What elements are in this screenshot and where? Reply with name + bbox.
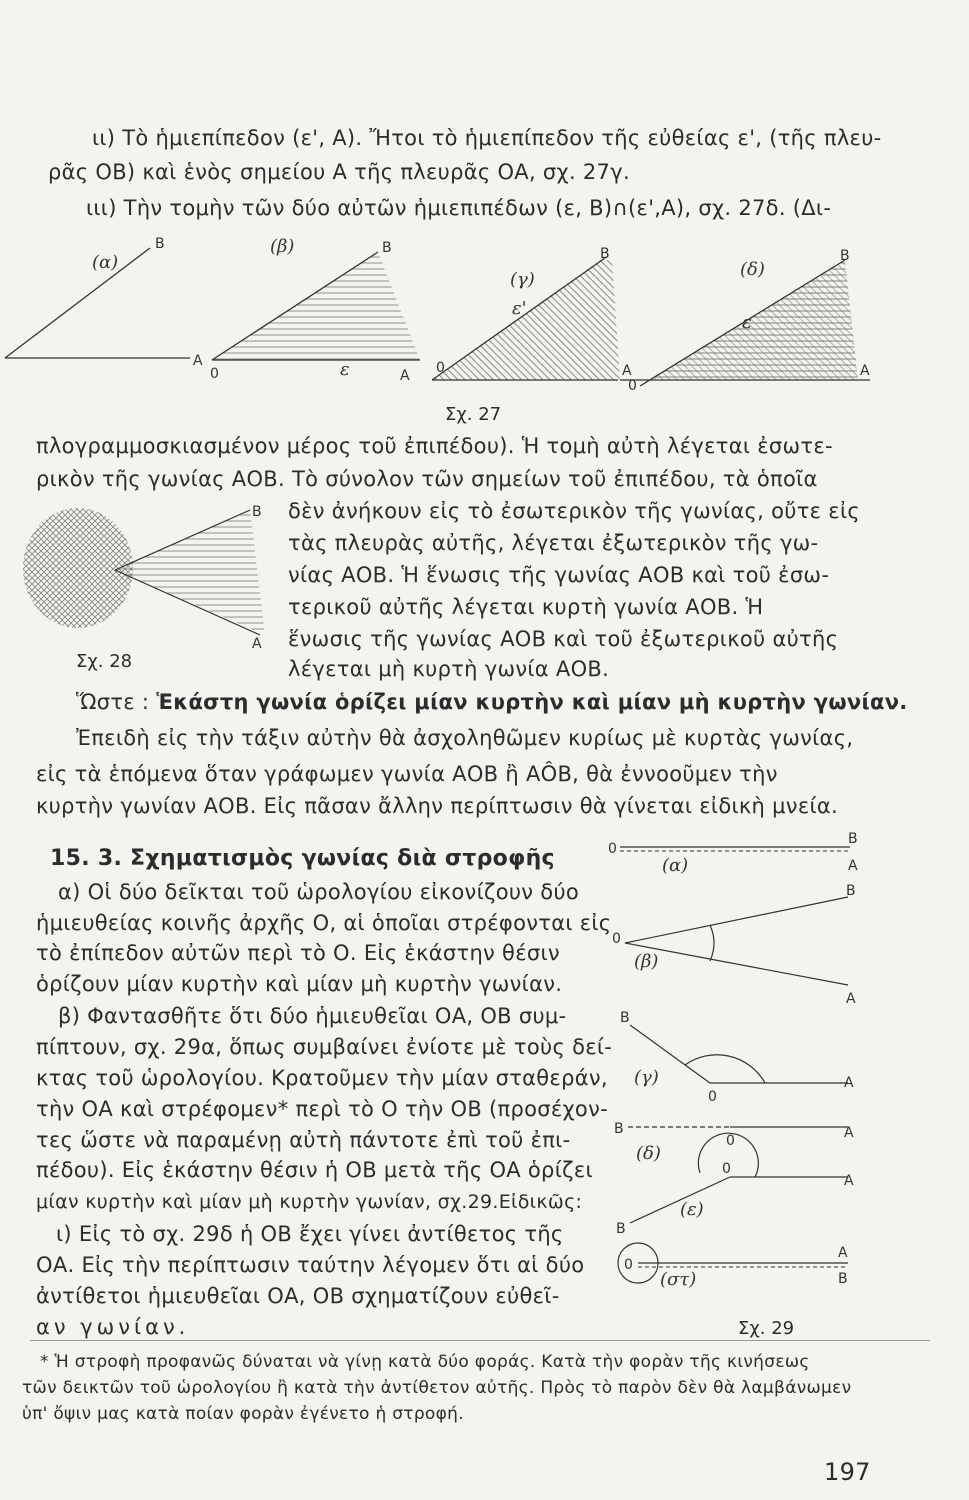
text-line: ἕνωσις τῆς γωνίας ΑΟΒ καὶ τοῦ ἐξωτερικοῦ αὐτῆς xyxy=(288,627,839,651)
text-line: αν γωνίαν. xyxy=(36,1315,190,1339)
text-line: Ἐπειδὴ εἰς τὴν τάξιν αὐτὴν θὰ ἀσχοληθῶμεν κυρίως μὲ κυρτὰς γωνίας, xyxy=(76,726,854,750)
fig27-tag-a: (α) xyxy=(92,252,119,273)
text-line: ρικὸν τῆς γωνίας ΑΟΒ. Τὸ σύνολον τῶν σημείων τοῦ ἐπιπέδου, τὰ ὁποῖα xyxy=(36,467,818,491)
svg-text:B: B xyxy=(155,236,165,252)
text-line: ἀντίθετοι ἡμιευθεῖαι ΟΑ, ΟΒ σχηματίζουν εὐθεῖ- xyxy=(36,1284,560,1308)
fig27-caption: Σχ. 27 xyxy=(445,404,502,425)
svg-text:ε': ε' xyxy=(512,298,527,319)
fig29-panel-st xyxy=(618,1243,848,1290)
footnote-rule xyxy=(30,1340,930,1341)
text-line: Ὥστε : Ἑκάστη γωνία ὁρίζει μίαν κυρτὴν καὶ μίαν μὴ κυρτὴν γωνίαν. xyxy=(76,690,908,714)
svg-text:0: 0 xyxy=(612,931,621,947)
svg-text:B: B xyxy=(848,831,858,847)
svg-text:0: 0 xyxy=(210,366,219,382)
fig27-panel-b xyxy=(210,236,420,384)
svg-text:0: 0 xyxy=(608,841,617,857)
footnote-line: * Ἡ στροφὴ προφανῶς δύναται νὰ γίνῃ κατὰ δύο φοράς. Κατὰ τὴν φορὰν τῆς κινήσεως xyxy=(40,1352,810,1372)
text-line: τὸ ἐπίπεδον αὐτῶν περὶ τὸ Ο. Εἰς ἑκάστην θέσιν xyxy=(36,941,560,965)
svg-text:A: A xyxy=(400,368,410,384)
svg-text:0: 0 xyxy=(708,1089,717,1105)
text-line: τερικοῦ αὐτῆς λέγεται κυρτὴ γωνία ΑΟΒ. Ἡ xyxy=(288,595,764,619)
svg-text:(δ): (δ) xyxy=(636,1143,661,1164)
svg-text:B: B xyxy=(840,248,850,264)
text-line: εἰς τὰ ἑπόμενα ὅταν γράφωμεν γωνία ΑΟΒ ἢ ΑÔΒ, θὰ ἐννοοῦμεν τὴν xyxy=(36,762,778,786)
text-line: νίας ΑΟΒ. Ἡ ἕνωσις τῆς γωνίας ΑΟΒ καὶ τοῦ ἐσω- xyxy=(288,563,830,587)
section-heading: 15. 3. Σχηματισμὸς γωνίας διὰ στροφῆς xyxy=(50,846,555,871)
svg-text:0: 0 xyxy=(628,378,637,394)
svg-text:(β): (β) xyxy=(270,236,295,257)
fig29-panel-d xyxy=(614,1121,854,1164)
text-line: κτας τοῦ ὡρολογίου. Κρατοῦμεν τὴν μίαν σταθεράν, xyxy=(36,1066,608,1090)
svg-text:B: B xyxy=(252,504,262,520)
text-line: ἡμιευθείας κοινῆς ἀρχῆς Ο, αἱ ὁποῖαι στρέφονται εἰς xyxy=(36,911,612,935)
fig29-panel-a xyxy=(608,831,858,876)
footnote-line: ὑπ' ὄψιν μας κατὰ ποίαν φορὰν ἐγένετο ἡ στροφή. xyxy=(22,1404,464,1424)
svg-text:(στ): (στ) xyxy=(660,1269,697,1290)
svg-text:A: A xyxy=(193,353,203,369)
page-number: 197 xyxy=(824,1458,871,1486)
svg-text:A: A xyxy=(846,991,856,1007)
text-line: τὴν ΟΑ καὶ στρέφομεν* περὶ τὸ Ο τὴν ΟΒ (προσέχον- xyxy=(36,1097,608,1121)
fig29-tag-a: (α) xyxy=(662,855,689,876)
footnote-line: τῶν δεικτῶν τοῦ ὡρολογίου ἢ κατὰ τὴν ἀντίθετον αὐτῆς. Πρὸς τὸ παρὸν δὲν θὰ λαμβάνωμεν xyxy=(22,1378,852,1398)
svg-text:ε: ε xyxy=(340,359,350,380)
text-line: α) Οἱ δύο δεῖκται τοῦ ὡρολογίου εἰκονίζουν δύο xyxy=(58,880,580,904)
svg-text:0: 0 xyxy=(624,1257,633,1273)
figure-28 xyxy=(20,500,260,650)
text-line: κυρτὴν γωνίαν ΑΟΒ. Εἰς πᾶσαν ἄλλην περίπτωσιν θὰ γίνεται εἰδικὴ μνεία. xyxy=(36,794,839,818)
text-line: λέγεται μὴ κυρτὴ γωνία ΑΟΒ. xyxy=(288,657,610,681)
svg-text:A: A xyxy=(844,1075,854,1091)
fig27-panel-d xyxy=(620,248,870,394)
figure-27 xyxy=(0,230,969,400)
text-line: ι) Εἰς τὸ σχ. 29δ ἡ ΟΒ ἔχει γίνει ἀντίθετος τῆς xyxy=(56,1222,564,1246)
fig29-panel-b xyxy=(612,883,856,1007)
text-line: ιιι) Τὴν τομὴν τῶν δύο αὐτῶν ἡμιεπιπέδων (ε, Β)∩(ε',Α), σχ. 27δ. (Δι- xyxy=(86,196,832,220)
text-line: ρᾶς ΟΒ) καὶ ἑνὸς σημείου Α τῆς πλευρᾶς ΟΑ, σχ. 27γ. xyxy=(48,160,630,184)
key-statement: Ἑκάστη γωνία ὁρίζει μίαν κυρτὴν καὶ μίαν μὴ κυρτὴν γωνίαν. xyxy=(156,690,908,714)
svg-text:(β): (β) xyxy=(634,951,659,972)
fig29-caption: Σχ. 29 xyxy=(738,1318,795,1339)
svg-text:(δ): (δ) xyxy=(740,259,765,280)
fig28-caption: Σχ. 28 xyxy=(76,651,133,672)
svg-text:B: B xyxy=(382,240,392,256)
text-line: πίπτουν, σχ. 29α, ὅπως συμβαίνει ἐνίοτε μὲ τοὺς δεί- xyxy=(36,1035,613,1059)
svg-text:A: A xyxy=(252,636,262,652)
text-line: πέδου). Εἰς ἑκάστην θέσιν ἡ ΟΒ μετὰ τῆς ΟΑ ὁρίζει xyxy=(36,1158,593,1182)
svg-text:0: 0 xyxy=(722,1161,731,1177)
text-line: β) Φαντασθῆτε ὅτι δύο ἡμιευθεῖαι ΟΑ, ΟΒ συμ- xyxy=(58,1004,567,1028)
svg-text:(ε): (ε) xyxy=(680,1199,704,1220)
svg-text:A: A xyxy=(860,363,870,379)
text-line: ὁρίζουν μίαν κυρτὴν καὶ μίαν μὴ κυρτὴν γωνίαν. xyxy=(36,972,563,996)
svg-text:A: A xyxy=(838,1245,848,1261)
svg-text:B: B xyxy=(846,883,856,899)
fig29-panel-c xyxy=(620,1010,854,1105)
text-line: τὰς πλευρὰς αὐτῆς, λέγεται ἐξωτερικὸν τῆς γω- xyxy=(288,531,819,555)
text-line: δὲν ἀνήκουν εἰς τὸ ἐσωτερικὸν τῆς γωνίας, οὔτε εἰς xyxy=(288,499,860,523)
svg-text:A: A xyxy=(844,1125,854,1141)
fig27-panel-c xyxy=(432,246,632,380)
svg-text:(γ): (γ) xyxy=(634,1067,659,1088)
svg-text:B: B xyxy=(620,1010,630,1026)
svg-text:ε: ε xyxy=(742,312,752,333)
text-line: μίαν κυρτὴν καὶ μίαν μὴ κυρτὴν γωνίαν, σχ.29.Εἰδικῶς: xyxy=(36,1191,583,1213)
svg-text:A: A xyxy=(844,1173,854,1189)
svg-text:0: 0 xyxy=(726,1133,735,1149)
svg-text:(γ): (γ) xyxy=(510,269,535,290)
svg-text:0: 0 xyxy=(436,360,445,376)
fig27-panel-a xyxy=(5,235,203,369)
text-line: πλογραμμοσκιασμένον μέρος τοῦ ἐπιπέδου). Ἡ τομὴ αὐτὴ λέγεται ἐσωτε- xyxy=(36,434,833,458)
svg-text:B: B xyxy=(616,1221,626,1237)
svg-text:B: B xyxy=(614,1121,624,1137)
svg-text:B: B xyxy=(600,246,610,262)
svg-text:B: B xyxy=(838,1271,848,1287)
svg-text:A: A xyxy=(622,363,632,379)
text-line: ΟΑ. Εἰς τὴν περίπτωσιν ταύτην λέγομεν ὅτι αἱ δύο xyxy=(36,1253,585,1277)
figure-29 xyxy=(600,825,880,1325)
svg-text:A: A xyxy=(848,858,858,874)
text-line: ιι) Τὸ ἡμιεπίπεδον (ε', Α). Ἤτοι τὸ ἡμιεπίπεδον τῆς εὐθείας ε', (τῆς πλευ- xyxy=(92,126,882,150)
text-line: τες ὥστε νὰ παραμένῃ αὐτὴ πάντοτε ἐπὶ τοῦ ἐπι- xyxy=(36,1128,571,1152)
